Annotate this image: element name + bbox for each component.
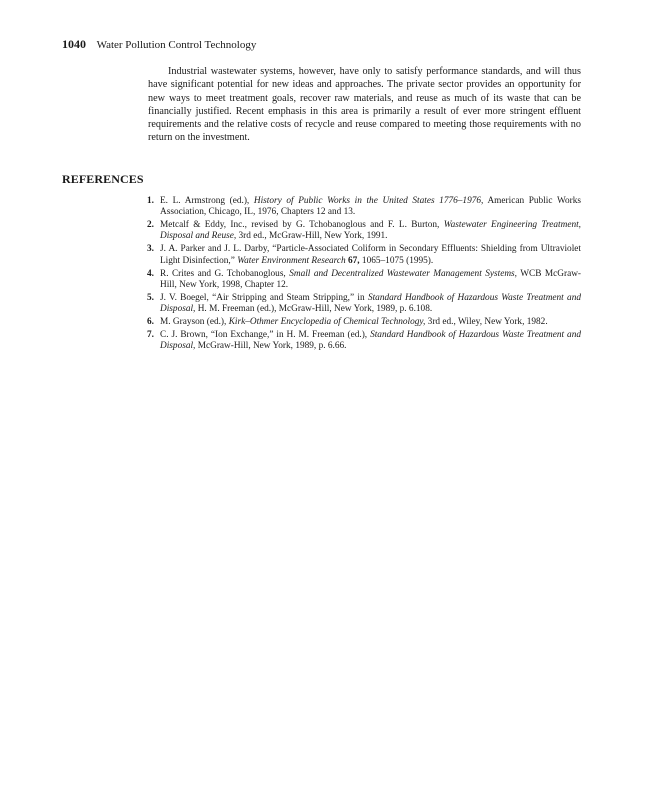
reference-text: J. A. Parker and J. L. Darby, “Particle-Associated Coliform in Secondary Effluents: Shielding from Ultraviolet Light Disinfection,” xyxy=(160,244,581,266)
body-paragraph: Industrial wastewater systems, however, have only to satisfy performance standards, and will thus have significant potential for new ideas and approaches. The private sector provides an opportunity for new ways to meet treatment goals, recover raw materials, and reuse as much of its waste that can be financially justified. Recent emphasis in this area is primarily a result of ever more stringent effluent requirements and the relative costs of recycle and reuse compared to meeting those requirements with no return on the investment. xyxy=(148,66,581,144)
reference-number: 4. xyxy=(147,268,154,279)
reference-text: R. Crites and G. Tchobanoglous, xyxy=(160,268,290,279)
reference-title: Small and Decentralized Wastewater Management Systems, xyxy=(289,268,517,279)
reference-text: 3rd ed., Wiley, New York, 1982. xyxy=(425,316,548,327)
reference-title: Standard Handbook of Hazardous Waste Treatment and Disposal, xyxy=(160,292,581,315)
reference-text: 3rd ed., McGraw-Hill, New York, 1991. xyxy=(236,231,388,242)
reference-item xyxy=(148,244,581,267)
reference-text: E. L. Armstrong (ed.), xyxy=(160,196,254,206)
reference-text: J. V. Boegel, “Air Stripping and Steam Stripping,” in xyxy=(160,292,368,303)
reference-text: H. M. Freeman (ed.), McGraw-Hill, New York, 1989, p. 6.108. xyxy=(195,304,433,315)
page-number: 1040 xyxy=(62,37,86,51)
reference-title: Water Environment Research xyxy=(237,255,346,266)
reference-item xyxy=(148,293,581,316)
reference-volume: 67, xyxy=(347,255,360,266)
running-header xyxy=(62,37,256,52)
reference-item xyxy=(148,220,581,243)
reference-number: 6. xyxy=(147,316,154,327)
reference-item xyxy=(148,330,581,353)
reference-item xyxy=(148,317,581,328)
reference-text: McGraw-Hill, New York, 1989, p. 6.66. xyxy=(195,341,347,352)
reference-text: C. J. Brown, “Ion Exchange,” in H. M. Freeman (ed.), xyxy=(160,329,371,340)
reference-number: 1. xyxy=(147,196,154,206)
reference-number: 7. xyxy=(147,329,154,340)
reference-item xyxy=(148,196,581,219)
reference-text: Metcalf & Eddy, Inc., revised by G. Tchobanoglous and F. L. Burton, xyxy=(160,220,444,231)
reference-text: 1065–1075 (1995). xyxy=(359,255,434,266)
reference-number: 5. xyxy=(147,292,154,303)
reference-title: Kirk–Othmer Encyclopedia of Chemical Technology, xyxy=(228,316,426,327)
running-title: Water Pollution Control Technology xyxy=(96,39,257,51)
reference-number: 3. xyxy=(147,244,154,255)
reference-title: History of Public Works in the United States 1776–1976, xyxy=(253,196,484,206)
reference-title: Standard Handbook of Hazardous Waste Treatment and Disposal, xyxy=(160,329,582,352)
reference-item xyxy=(148,269,581,292)
reference-text: M. Grayson (ed.), xyxy=(160,316,229,327)
reference-number: 2. xyxy=(147,220,154,231)
references-list xyxy=(148,196,581,354)
references-heading: REFERENCES xyxy=(62,172,144,186)
reference-text: American Public Works Association, Chicago, IL, 1976, Chapters 12 and 13. xyxy=(160,196,581,218)
reference-title: Wastewater Engineering Treatment, Disposal and Reuse, xyxy=(160,220,582,242)
reference-text: WCB McGraw-Hill, New York, 1998, Chapter 12. xyxy=(160,268,581,290)
